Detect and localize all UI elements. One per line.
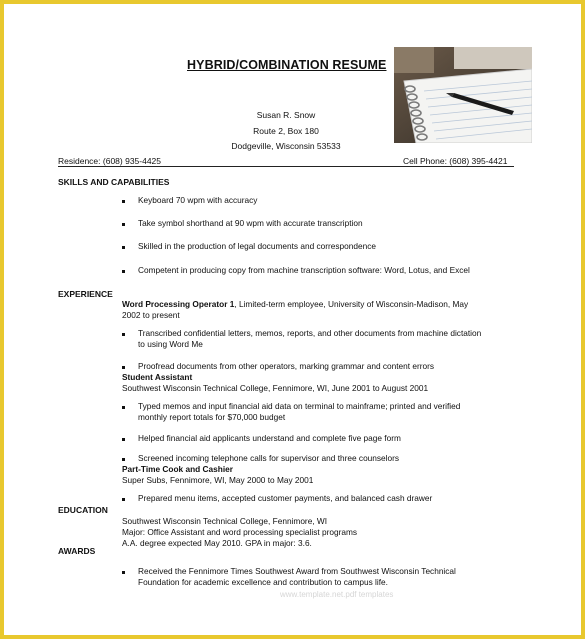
awards-heading: AWARDS — [58, 546, 96, 556]
bullet — [122, 406, 125, 409]
job3-description: Super Subs, Fennimore, WI, May 2000 to May 2001 — [122, 475, 314, 485]
skill-item: Take symbol shorthand at 90 wpm with accurate transcription — [138, 218, 363, 228]
job3-bullet: Prepared menu items, accepted customer payments, and balanced cash drawer — [138, 493, 433, 503]
award-line: Received the Fennimore Times Southwest Award from Southwest Wisconsin Technical — [138, 566, 456, 576]
job2-bullet: Screened incoming telephone calls for supervisor and three counselors — [138, 453, 400, 463]
job1-bullet-cont: to using Word Me — [138, 339, 203, 349]
job1-title: Word Processing Operator 1 — [122, 299, 235, 309]
job1-dates: 2002 to present — [122, 310, 180, 320]
skill-item: Keyboard 70 wpm with accuracy — [138, 195, 258, 205]
job2-title: Student Assistant — [122, 372, 193, 382]
skill-item: Skilled in the production of legal documents and correspondence — [138, 241, 376, 251]
job1-bullet: Transcribed confidential letters, memos, reports, and other documents from machine dictation — [138, 328, 482, 338]
skills-heading: SKILLS AND CAPABILITIES — [58, 177, 170, 187]
residence-phone: Residence: (608) 935-4425 — [58, 156, 162, 166]
skill-item: Competent in producing copy from machine transcription software: Word, Lotus, and Excel — [138, 265, 470, 275]
bullet — [122, 458, 125, 461]
bullet — [122, 246, 125, 249]
bullet — [122, 571, 125, 574]
education-line: Southwest Wisconsin Technical College, Fennimore, WI — [122, 516, 328, 526]
candidate-name: Susan R. Snow — [256, 110, 316, 120]
bullet — [122, 223, 125, 226]
resume-title: HYBRID/COMBINATION RESUME — [187, 58, 387, 72]
bullet — [122, 498, 125, 501]
award-line-cont: Foundation for academic excellence and contribution to campus life. — [138, 577, 388, 587]
job2-bullet: Typed memos and input financial aid data on terminal to mainframe; printed and verified — [138, 401, 461, 411]
notebook-pen-photo — [394, 47, 532, 143]
address-line2: Dodgeville, Wisconsin 53533 — [231, 141, 341, 151]
bullet — [122, 366, 125, 369]
watermark: www.template.net.pdf templates — [280, 590, 394, 599]
job2-bullet-cont: monthly report totals for $70,000 budget — [138, 412, 286, 422]
experience-heading: EXPERIENCE — [58, 289, 113, 299]
education-line: A.A. degree expected May 2010. GPA in major: 3.6. — [122, 538, 312, 548]
job1-line — [122, 299, 468, 310]
address-line1: Route 2, Box 180 — [253, 126, 319, 136]
education-heading: EDUCATION — [58, 505, 108, 515]
bullet — [122, 438, 125, 441]
job2-description: Southwest Wisconsin Technical College, Fennimore, WI, June 2001 to August 2001 — [122, 383, 429, 393]
education-line: Major: Office Assistant and word processing specialist programs — [122, 527, 358, 537]
cell-phone: Cell Phone: (608) 395-4421 — [403, 156, 508, 166]
job2-bullet: Helped financial aid applicants understand and complete five page form — [138, 433, 401, 443]
bullet — [122, 270, 125, 273]
job3-title: Part-Time Cook and Cashier — [122, 464, 233, 474]
contact-divider — [58, 166, 514, 167]
job1-description: , Limited-term employee, University of Wisconsin-Madison, May — [234, 299, 469, 309]
job1-bullet: Proofread documents from other operators, marking grammar and content errors — [138, 361, 435, 371]
bullet — [122, 200, 125, 203]
bullet — [122, 333, 125, 336]
